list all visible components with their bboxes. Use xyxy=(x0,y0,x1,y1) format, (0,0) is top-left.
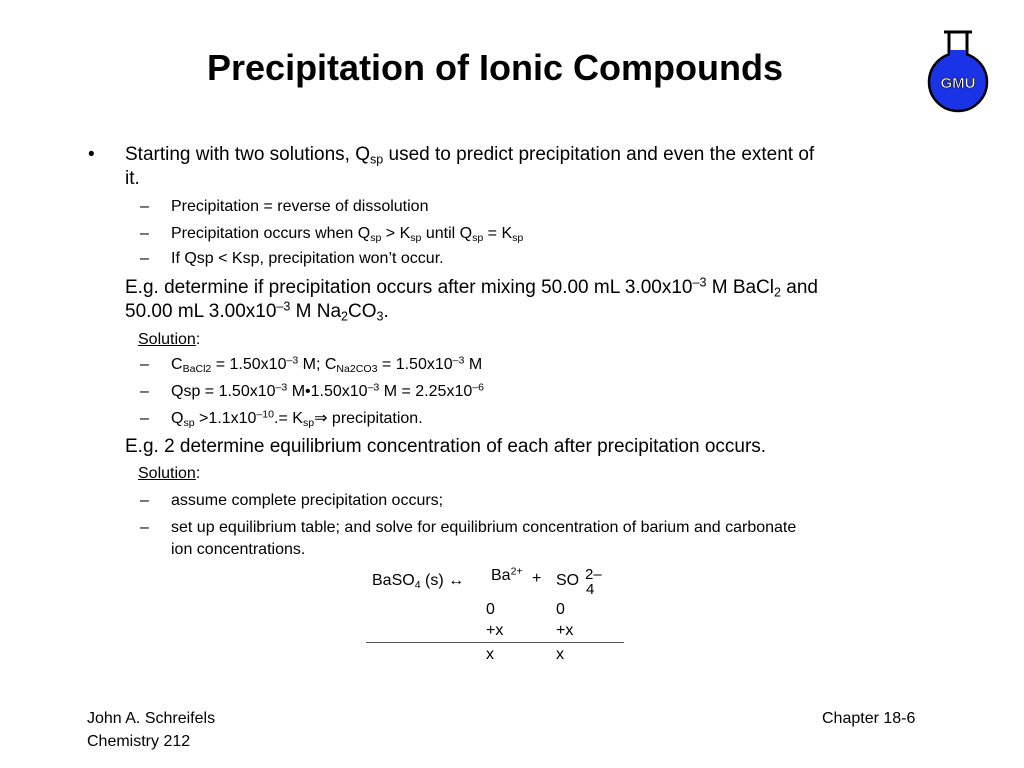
example-1-line-1 xyxy=(125,276,818,300)
rxn-ba: Ba xyxy=(491,567,511,584)
dash-mark: – xyxy=(140,198,149,215)
ice-table-divider xyxy=(366,642,624,643)
example-1-line-2 xyxy=(125,300,389,324)
solution-label: Solution xyxy=(138,465,196,482)
reaction-plus: + xyxy=(532,570,542,587)
p1-text-a: Starting with two solutions, Q xyxy=(125,144,370,165)
qsp-calculation-line xyxy=(171,381,484,403)
p1-text-b: used to predict precipitation and even the extent of xyxy=(383,144,815,165)
s2-b: > K xyxy=(381,225,411,242)
eg1-f: CO xyxy=(348,301,377,322)
c2-c: M = 2.25x10 xyxy=(379,383,473,400)
solution-label: Solution xyxy=(138,331,196,348)
footer-chapter: Chapter 18-6 xyxy=(822,710,916,727)
rxn-lhs-sub: 4 xyxy=(414,578,421,591)
c2-p2: –3 xyxy=(367,381,380,394)
ice-cell-r2-c2: +x xyxy=(556,622,574,639)
c3-p1: –10 xyxy=(256,408,275,421)
c2-b: M•1.50x10 xyxy=(287,383,368,400)
solution-colon: : xyxy=(195,465,201,482)
logo-text: GMU xyxy=(940,75,976,92)
concentration-line xyxy=(171,354,482,376)
ice-cell-r1-c2: 0 xyxy=(556,601,565,618)
c1-s2: Na2CO3 xyxy=(336,362,378,375)
eg1-g: . xyxy=(383,301,389,322)
equilibrium-arrow: ↔ xyxy=(448,572,465,589)
reaction-sulfate-charge: 2– xyxy=(585,566,602,583)
equilibrium-table-line-1: set up equilibrium table; and solve for equilibrium concentration of barium and carbonate xyxy=(171,519,797,536)
c1-p2: –3 xyxy=(452,354,465,367)
reaction-sulfate-subscript: 4 xyxy=(586,581,595,598)
eg1-sub1: 2 xyxy=(774,285,781,300)
solution-heading-1 xyxy=(138,329,200,351)
c1-s1: BaCl2 xyxy=(182,362,212,375)
c3-s1: sp xyxy=(183,416,195,429)
ice-cell-r2-c1: +x xyxy=(486,622,504,639)
eg1-c: and xyxy=(781,277,818,298)
c1-c: M; C xyxy=(298,356,337,373)
eg1-a: E.g. determine if precipitation occurs after mixing 50.00 mL 3.00x10 xyxy=(125,277,693,298)
c2-p1: –3 xyxy=(275,381,288,394)
footer-author: John A. Schreifels xyxy=(87,710,216,727)
example-2-line: E.g. 2 determine equilibrium concentration of each after precipitation occurs. xyxy=(125,436,767,457)
eg1-sub2: 2 xyxy=(341,309,349,324)
c3-s2: sp xyxy=(302,416,315,429)
eg1-sub3: 3 xyxy=(376,309,384,324)
main-bullet-line-1 xyxy=(125,143,814,167)
c1-b: = 1.50x10 xyxy=(211,356,287,373)
reaction-barium xyxy=(491,567,523,585)
footer-course: Chemistry 212 xyxy=(87,733,191,750)
dash-mark: – xyxy=(140,410,149,427)
reaction-lhs xyxy=(372,572,464,590)
dash-mark: – xyxy=(140,519,149,536)
slide-title: Precipitation of Ionic Compounds xyxy=(207,47,783,88)
c2-a: Qsp = 1.50x10 xyxy=(171,383,276,400)
eg1-e: M Na xyxy=(290,301,342,322)
c3-c: .= K xyxy=(274,410,303,427)
c1-p1: –3 xyxy=(286,354,299,367)
eg1-sup2: –3 xyxy=(276,299,291,314)
eg1-sup1: –3 xyxy=(692,275,707,290)
solution-heading-2 xyxy=(138,463,200,485)
rxn-lhs: BaSO xyxy=(372,572,415,589)
sub-bullet-no-precipitation: If Qsp < Ksp, precipitation won’t occur. xyxy=(171,250,444,267)
solution-colon: : xyxy=(195,331,201,348)
qsp-compare-line xyxy=(171,408,423,430)
s2-a: Precipitation occurs when Q xyxy=(171,225,371,242)
c3-d: ⇒ precipitation. xyxy=(314,410,423,427)
ice-cell-r1-c1: 0 xyxy=(486,601,495,618)
s2-sub1: sp xyxy=(370,231,382,244)
rxn-state: (s) xyxy=(420,572,449,589)
sub-bullet-precipitation-occurs xyxy=(171,223,523,245)
s2-sub3: sp xyxy=(472,231,484,244)
c2-p3: –6 xyxy=(472,381,484,394)
reaction-sulfate xyxy=(556,572,579,590)
eg1-d: 50.00 mL 3.00x10 xyxy=(125,301,277,322)
rxn-ba-sup: 2+ xyxy=(510,565,523,578)
s2-sub2: sp xyxy=(410,231,422,244)
dash-mark: – xyxy=(140,225,149,242)
rxn-so: SO xyxy=(556,572,580,589)
dash-mark: – xyxy=(140,250,149,267)
bullet-mark: • xyxy=(88,144,95,165)
c1-e: M xyxy=(464,356,483,373)
c3-b: >1.1x10 xyxy=(194,410,257,427)
c1-a: C xyxy=(171,356,183,373)
s2-d: = K xyxy=(483,225,513,242)
ice-cell-r3-c2: x xyxy=(556,646,564,663)
c3-a: Q xyxy=(171,410,184,427)
eg1-b: M BaCl xyxy=(706,277,775,298)
gmu-flask-logo xyxy=(922,26,994,114)
dash-mark: – xyxy=(140,356,149,373)
main-bullet-line-2: it. xyxy=(125,168,140,189)
c1-d: = 1.50x10 xyxy=(377,356,453,373)
s2-sub4: sp xyxy=(512,231,524,244)
assume-precipitation-line: assume complete precipitation occurs; xyxy=(171,492,444,509)
equilibrium-table-line-2: ion concentrations. xyxy=(171,541,306,558)
s2-c: until Q xyxy=(421,225,473,242)
dash-mark: – xyxy=(140,492,149,509)
dash-mark: – xyxy=(140,383,149,400)
ice-cell-r3-c1: x xyxy=(486,646,494,663)
p1-sub: sp xyxy=(370,152,384,167)
sub-bullet-dissolution: Precipitation = reverse of dissolution xyxy=(171,198,429,215)
